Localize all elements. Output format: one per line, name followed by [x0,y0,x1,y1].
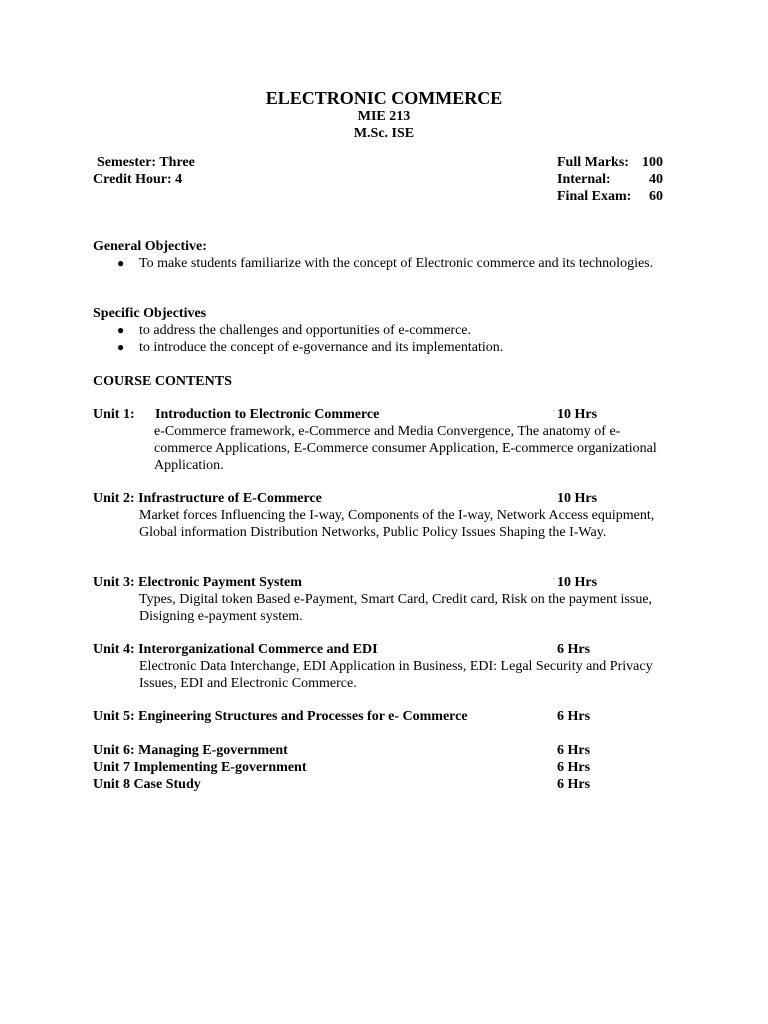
specific-objectives-heading: Specific Objectives [93,306,207,321]
final-exam-row [557,188,663,205]
unit-title: Unit 2: Infrastructure of E-Commerce [93,491,322,506]
unit-title: Unit 4: Interorganizational Commerce and EDI [93,642,378,657]
unit-4 [93,641,673,692]
unit-title: Unit 3: Electronic Payment System [93,575,302,590]
marks-block [557,154,663,205]
list-item [93,255,673,272]
program-name: M.Sc. ISE [353,126,415,141]
full-marks-row [557,154,663,171]
meta-left [93,154,195,188]
unit-description: Types, Digital token Based e-Payment, Smart Card, Credit card, Risk on the payment issue, Disigning e-payment system. [139,592,653,624]
general-objective-section [93,238,673,272]
unit-hours: 6 Hrs [557,743,591,758]
unit-label: Unit 1: [93,407,135,422]
unit-heading [93,490,673,507]
unit-2 [93,490,673,541]
unit-3 [93,574,673,625]
general-objective-text: To make students familiarize with the concept of Electronic commerce and its technologies. [139,256,654,271]
unit-description: Market forces Influencing the I-way, Components of the I-way, Network Access equipment, Global information Distribution Networks, Public Policy Issues Shaping the I-Way. [139,508,655,540]
specific-objectives-list [93,322,673,356]
bullet-icon: ● [117,256,125,270]
bullet-icon: ● [117,340,125,354]
credit-hour-label: Credit Hour: 4 [93,172,183,187]
course-contents-heading: COURSE CONTENTS [93,374,232,389]
list-item [93,322,673,339]
general-objective-list [93,255,673,272]
unit-hours: 10 Hrs [557,407,598,422]
internal-row [557,171,663,188]
unit-title: Unit 7 Implementing E-government [93,760,307,775]
final-exam-label: Final Exam: [557,189,632,204]
unit-hours: 10 Hrs [557,575,598,590]
unit-heading [93,776,673,793]
internal-value: 40 [649,172,663,187]
unit-heading [93,742,673,759]
semester-label: Semester: Three [97,155,195,170]
course-code: MIE 213 [357,109,411,124]
full-marks-value: 100 [642,155,663,170]
unit-title: Unit 8 Case Study [93,777,201,792]
unit-title: Introduction to Electronic Commerce [155,407,380,422]
unit-7 [93,759,673,776]
unit-hours: 6 Hrs [557,777,591,792]
specific-objective-text: to address the challenges and opportunities of e-commerce. [139,323,471,338]
unit-hours: 6 Hrs [557,760,591,775]
unit-description: Electronic Data Interchange, EDI Application in Business, EDI: Legal Security and Privacy Issues, EDI and Electronic Commerce. [139,659,653,691]
internal-label: Internal: [557,172,611,187]
unit-6 [93,742,673,759]
specific-objectives-section [93,305,673,356]
unit-hours: 6 Hrs [557,709,591,724]
list-item [93,339,673,356]
specific-objective-text: to introduce the concept of e-governance and its implementation. [139,340,504,355]
unit-5 [93,708,673,725]
unit-title: Unit 5: Engineering Structures and Processes for e- Commerce [93,709,468,724]
unit-hours: 10 Hrs [557,491,598,506]
unit-heading [93,641,673,658]
final-exam-value: 60 [649,189,663,204]
unit-heading [93,406,673,423]
unit-heading [93,759,673,776]
unit-8 [93,776,673,793]
general-objective-heading: General Objective: [93,239,207,254]
unit-description: e-Commerce framework, e-Commerce and Media Convergence, The anatomy of e-commerce Applications, E-Commerce consumer Application, E-commerce organizational Application. [154,424,657,473]
course-title: ELECTRONIC COMMERCE [265,88,503,108]
unit-heading [93,574,673,591]
bullet-icon: ● [117,323,125,337]
unit-heading [93,708,673,725]
unit-1 [93,406,673,474]
unit-hours: 6 Hrs [557,642,591,657]
title-block [0,88,768,142]
full-marks-label: Full Marks: [557,155,629,170]
unit-title: Unit 6: Managing E-government [93,743,288,758]
